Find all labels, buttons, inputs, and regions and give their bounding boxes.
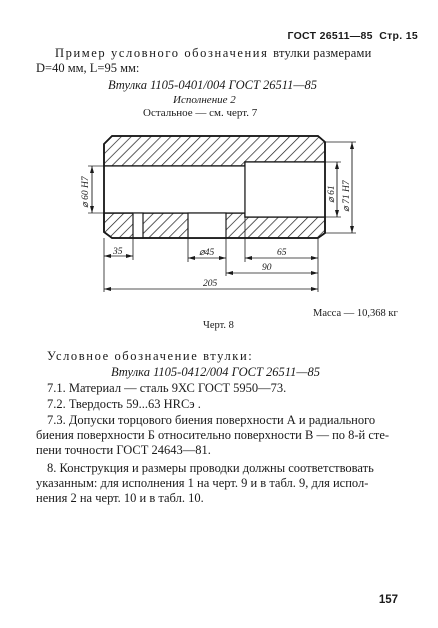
dim-d1-label: ⌀ 60 H7 (81, 176, 91, 208)
dim-45-label: ⌀45 (199, 248, 215, 258)
mass-note: Масса — 10,368 кг (313, 308, 398, 319)
dim-d2-label: ⌀ 61 (327, 185, 337, 203)
example-dimensions-line: D=40 мм, L=95 мм: (36, 61, 140, 75)
example-designation: Втулка 1105-0401/004 ГОСТ 26511—85 (108, 78, 317, 92)
page-number: 157 (378, 594, 398, 606)
paragraph-7-3-line2: биения поверхности Б относительно поверхности В — по 8-й сте- (36, 428, 390, 442)
paragraph-7-2: 7.2. Твердость 59...63 HRCэ . (47, 397, 201, 411)
dim-d3-label: ⌀ 71 H7 (342, 180, 352, 212)
variant-label: Исполнение 2 (173, 94, 236, 106)
dim-65-label: 65 (277, 248, 287, 258)
example-intro-spaced: Пример условного обозначения (55, 46, 269, 60)
groove-1 (133, 213, 143, 238)
rest-note: Остальное — см. черт. 7 (143, 107, 258, 119)
paragraph-7-3-line3: пени точности ГОСТ 24643—81. (36, 443, 211, 457)
bore-right (245, 162, 325, 217)
header-standard: ГОСТ 26511—85 (287, 30, 373, 42)
paragraph-8-line3: нения 2 на черт. 10 и в табл. 10. (36, 491, 204, 505)
bore-left (104, 166, 245, 213)
paragraph-7-3-line1: 7.3. Допуски торцового биения поверхности А и радиального (47, 413, 376, 427)
conventional-title: Условное обозначение втулки: (47, 349, 254, 363)
header-page: Стр. 15 (379, 30, 418, 42)
paragraph-7-1: 7.1. Материал — сталь 9ХС ГОСТ 5950—73. (47, 381, 287, 395)
paragraph-8-line1: 8. Конструкция и размеры проводки должны соответствовать (47, 461, 374, 475)
groove-2 (188, 213, 226, 238)
dim-205-label: 205 (203, 279, 218, 289)
paragraph-8-line2: указанным: для исполнения 1 на черт. 9 и в табл. 9, для испол- (36, 476, 369, 490)
figure-caption: Черт. 8 (203, 320, 234, 331)
conventional-designation: Втулка 1105-0412/004 ГОСТ 26511—85 (111, 365, 320, 379)
dim-90-label: 90 (262, 263, 272, 273)
example-intro-tail: втулки размерами (273, 46, 372, 60)
dim-35-label: 35 (113, 247, 123, 257)
